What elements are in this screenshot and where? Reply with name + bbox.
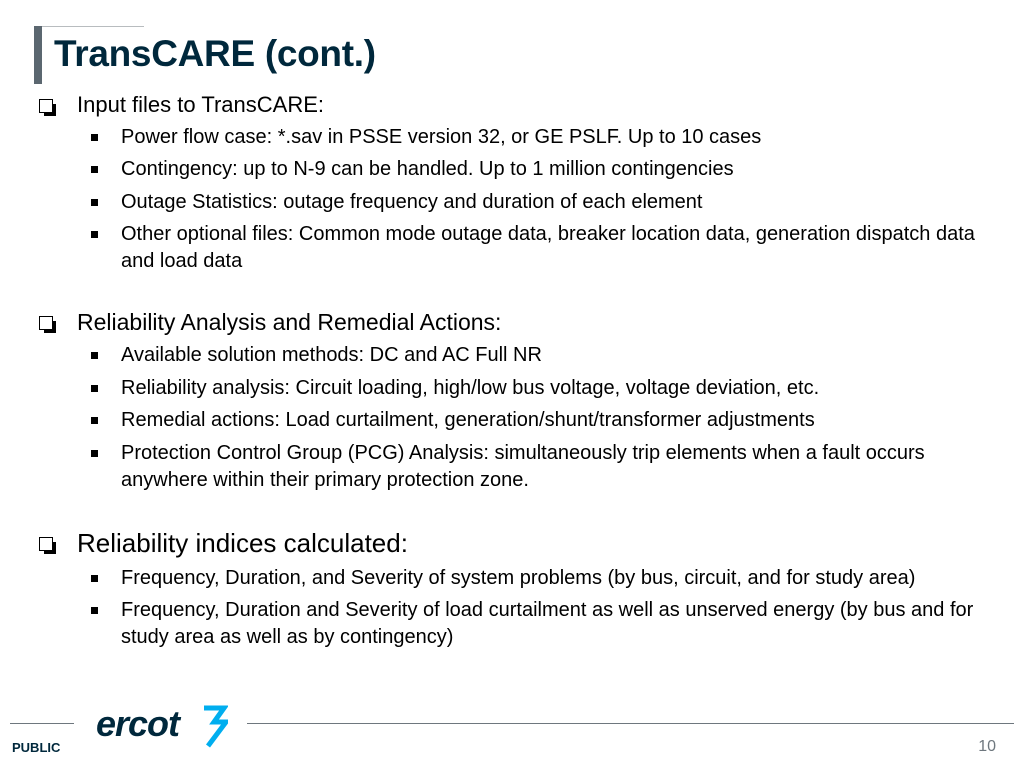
square-bullet-icon — [91, 575, 98, 582]
list-item — [38, 597, 998, 651]
section-heading-text: Reliability Analysis and Remedial Actions: — [77, 309, 502, 336]
list-item-text: Outage Statistics: outage frequency and duration of each element — [121, 190, 703, 213]
list-item — [38, 156, 998, 183]
bullet-list — [38, 342, 998, 494]
square-bullet-icon — [91, 231, 98, 238]
bullet-list — [38, 124, 998, 276]
square-bullet-icon — [91, 166, 98, 173]
section-reliability-analysis — [38, 309, 998, 494]
bullet-list — [38, 565, 998, 652]
title-rule — [36, 26, 144, 27]
list-item-text: Protection Control Group (PCG) Analysis: simultaneously trip elements when a fault occurs anywhere within their primary protection zone. — [121, 441, 925, 491]
square-bullet-icon — [91, 134, 98, 141]
section-heading — [38, 528, 998, 559]
section-input-files — [38, 92, 998, 275]
title-accent-bar — [34, 26, 42, 84]
footer-rule-left — [10, 723, 74, 724]
list-item — [38, 189, 998, 216]
square-bullet-icon — [91, 607, 98, 614]
list-item-text: Other optional files: Common mode outage data, breaker location data, generation dispatch data and load data — [121, 223, 975, 273]
list-item — [38, 565, 998, 592]
classification-label: PUBLIC — [12, 740, 61, 755]
square-bullet-icon — [91, 450, 98, 457]
list-item-text: Frequency, Duration, and Severity of system problems (by bus, circuit, and for study area) — [121, 566, 916, 589]
ercot-logo — [94, 702, 228, 750]
section-heading-text: Input files to TransCARE: — [77, 92, 324, 117]
section-heading — [38, 309, 998, 337]
list-item-text: Reliability analysis: Circuit loading, high/low bus voltage, voltage deviation, etc. — [121, 376, 820, 399]
list-item-text: Power flow case: *.sav in PSSE version 32, or GE PSLF. Up to 10 cases — [121, 125, 762, 148]
footer-rule-right — [247, 723, 1014, 724]
square-bullet-icon — [91, 385, 98, 392]
section-reliability-indices — [38, 528, 998, 651]
list-item — [38, 124, 998, 151]
list-item — [38, 440, 998, 494]
list-item — [38, 375, 998, 402]
section-heading-text: Reliability indices calculated: — [77, 527, 408, 558]
list-item-text: Available solution methods: DC and AC Full NR — [121, 344, 542, 367]
list-item-text: Remedial actions: Load curtailment, generation/shunt/transformer adjustments — [121, 409, 815, 432]
list-item — [38, 221, 998, 275]
checkbox-bullet-icon — [39, 99, 53, 113]
checkbox-bullet-icon — [39, 537, 53, 551]
page-title: TransCARE (cont.) — [54, 33, 376, 74]
checkbox-bullet-icon — [39, 316, 53, 330]
square-bullet-icon — [91, 417, 98, 424]
page-number: 10 — [978, 738, 996, 755]
list-item — [38, 407, 998, 434]
list-item-text: Frequency, Duration and Severity of load curtailment as well as unserved energy (by bus and for study area as well as by contingency) — [121, 599, 974, 649]
square-bullet-icon — [91, 199, 98, 206]
slide-body — [38, 92, 998, 651]
list-item-text: Contingency: up to N-9 can be handled. Up to 1 million contingencies — [121, 158, 734, 181]
list-item — [38, 342, 998, 369]
section-heading — [38, 92, 998, 118]
svg-text:ercot: ercot — [96, 703, 180, 744]
lightning-bolt-icon — [204, 708, 226, 746]
square-bullet-icon — [91, 352, 98, 359]
